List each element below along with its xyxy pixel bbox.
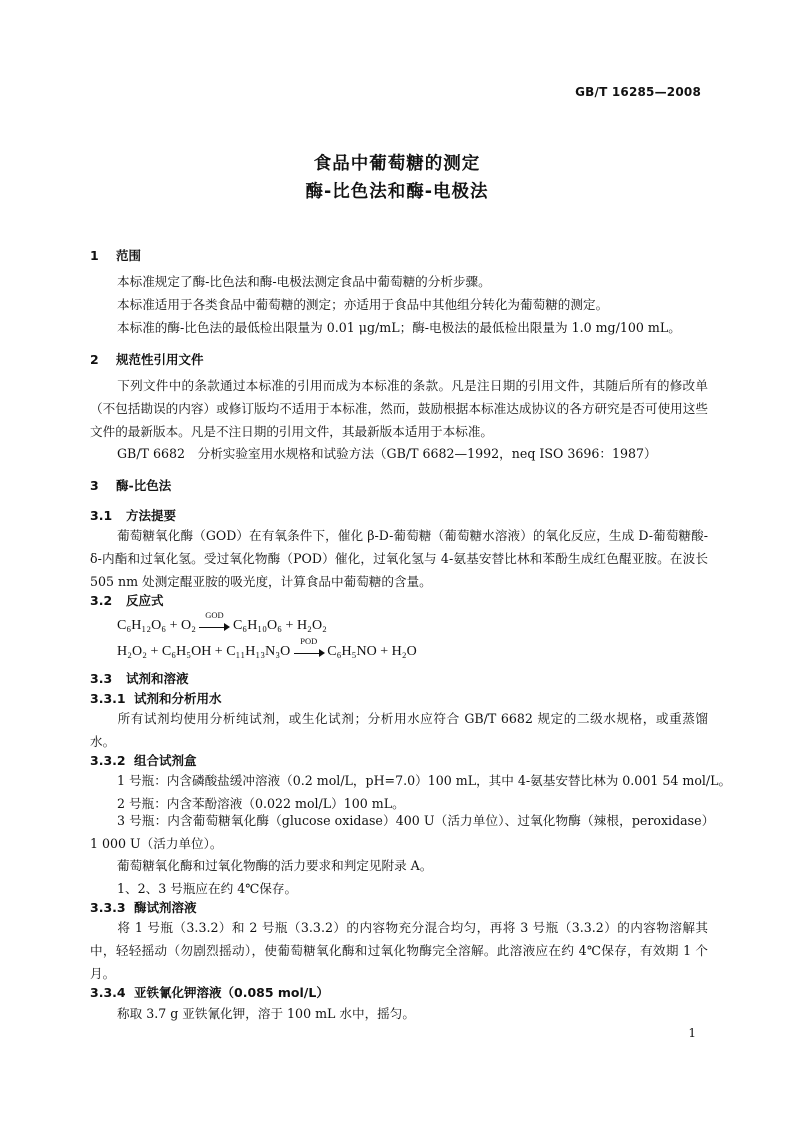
paragraph	[90, 374, 708, 443]
subsection-number: 3.1	[90, 508, 113, 523]
subsection-title: 亚铁氰化钾溶液（0.085 mol/L）	[134, 985, 329, 1000]
paragraph: 本标准的酶-比色法的最低检出限量为 0.01 μg/mL；酶-电极法的最低检出限量为 1.0 mg/100 mL。	[117, 320, 681, 335]
subsection-3-3-1-heading	[90, 689, 222, 707]
paragraph-text: 将 1 号瓶（3.3.2）和 2 号瓶（3.3.2）的内容物充分混合均匀，再将 3 号瓶（3.3.2）的内容物溶解其中，轻轻摇动（勿剧烈摇动），使葡萄糖氧化酶和过氧化物酶完全溶解。此溶液应在约 4℃保存，有效期 1 个月。	[90, 920, 708, 981]
paragraph: 称取 3.7 g 亚铁氰化钾，溶于 100 mL 水中，摇匀。	[117, 1006, 415, 1021]
subsection-title: 方法提要	[126, 508, 177, 523]
section-title: 规范性引用文件	[116, 352, 204, 367]
document-title: 食品中葡萄糖的测定	[313, 154, 481, 174]
subsection-number: 3.3.2	[90, 753, 126, 768]
paragraph-text: 下列文件中的条款通过本标准的引用而成为本标准的条款。凡是注日期的引用文件，其随后所有的修改单（不包括勘误的内容）或修订版均不适用于本标准，然而，鼓励根据本标准达成协议的各方研究是否可使用这些文件的最新版本。凡是不注日期的引用文件，其最新版本适用于本标准。	[90, 378, 708, 439]
paragraph-text: 葡萄糖氧化酶（GOD）在有氧条件下，催化 β-D-葡萄糖（葡萄糖水溶液）的氧化反应，生成 D-葡萄糖酸-δ-内酯和过氧化氢。受过氧化物酶（POD）催化，过氧化氢与 4-氨基安替比林和苯酚生成红色醌亚胺。在波长 505 nm 处测定醌亚胺的吸光度，计算食品中葡萄糖的含量。	[90, 528, 708, 589]
subsection-number: 3.3.1	[90, 691, 126, 706]
paragraph: 本标准适用于各类食品中葡萄糖的测定；亦适用于食品中其他组分转化为葡萄糖的测定。	[117, 297, 609, 312]
subsection-number: 3.3.4	[90, 985, 126, 1000]
paragraph-text: 所有试剂均使用分析纯试剂，或生化试剂；分析用水应符合 GB/T 6682 规定的二级水规格，或重蒸馏水。	[90, 711, 708, 749]
paragraph	[90, 524, 708, 593]
page-number: 1	[688, 1026, 696, 1040]
paragraph	[90, 916, 708, 985]
subsection-title: 试剂和分析用水	[134, 691, 222, 706]
subsection-title: 酶试剂溶液	[134, 900, 197, 915]
equation-products: C₆H₅NO + H₂O	[327, 644, 417, 659]
paragraph-text: 3 号瓶：内含葡萄糖氧化酶（glucose oxidase）400 U（活力单位）、过氧化物酶（辣根，peroxidase）1 000 U（活力单位）。	[90, 813, 708, 851]
section-number: 3	[90, 478, 99, 493]
subsection-3-2-heading	[90, 591, 164, 609]
equation-reactants: C₆H₁₂O₆ + O₂	[117, 618, 196, 633]
standard-number: GB/T 16285—2008	[575, 85, 701, 99]
subsection-3-3-2-heading	[90, 751, 197, 769]
equation-reactants: H₂O₂ + C₆H₅OH + C₁₁H₁₃N₃O	[117, 644, 291, 659]
paragraph	[90, 707, 708, 753]
reaction-equation-1	[117, 609, 327, 634]
kit-storage-note: 1、2、3 号瓶应在约 4℃保存。	[117, 881, 298, 896]
reaction-equation-2	[117, 635, 417, 660]
catalyst-label: GOD	[205, 609, 224, 620]
section-1-heading	[90, 246, 141, 264]
subsection-3-3-heading	[90, 669, 189, 687]
section-number: 2	[90, 352, 99, 367]
section-2-heading	[90, 350, 204, 368]
kit-item-bottle-3	[90, 809, 708, 855]
reaction-arrow-icon	[199, 609, 229, 633]
reaction-arrow-icon	[294, 635, 324, 659]
catalyst-label: POD	[300, 635, 318, 646]
subsection-number: 3.3.3	[90, 900, 126, 915]
subsection-title: 组合试剂盒	[134, 753, 197, 768]
subsection-title: 试剂和溶液	[126, 671, 189, 686]
subsection-title: 反应式	[126, 593, 164, 608]
equation-products: C₆H₁₀O₆ + H₂O₂	[232, 618, 327, 633]
subsection-number: 3.2	[90, 593, 113, 608]
document-subtitle: 酶-比色法和酶-电极法	[305, 182, 489, 202]
kit-note: 葡萄糖氧化酶和过氧化物酶的活力要求和判定见附录 A。	[117, 858, 433, 873]
subsection-3-3-4-heading	[90, 983, 329, 1001]
section-title: 酶-比色法	[116, 478, 172, 493]
section-number: 1	[90, 248, 99, 263]
normative-reference: GB/T 6682 分析实验室用水规格和试验方法（GB/T 6682—1992，neq ISO 3696：1987）	[117, 446, 657, 461]
kit-item-bottle-2: 2 号瓶：内含苯酚溶液（0.022 mol/L）100 mL。	[117, 796, 405, 811]
subsection-3-3-3-heading	[90, 898, 197, 916]
subsection-3-1-heading	[90, 506, 176, 524]
section-title: 范围	[116, 248, 142, 263]
paragraph: 本标准规定了酶-比色法和酶-电极法测定食品中葡萄糖的分析步骤。	[117, 274, 491, 289]
kit-item-bottle-1: 1 号瓶：内含磷酸盐缓冲溶液（0.2 mol/L，pH=7.0）100 mL，其中 4-氨基安替比林为 0.001 54 mol/L。	[117, 773, 732, 788]
subsection-number: 3.3	[90, 671, 113, 686]
section-3-heading	[90, 476, 171, 494]
